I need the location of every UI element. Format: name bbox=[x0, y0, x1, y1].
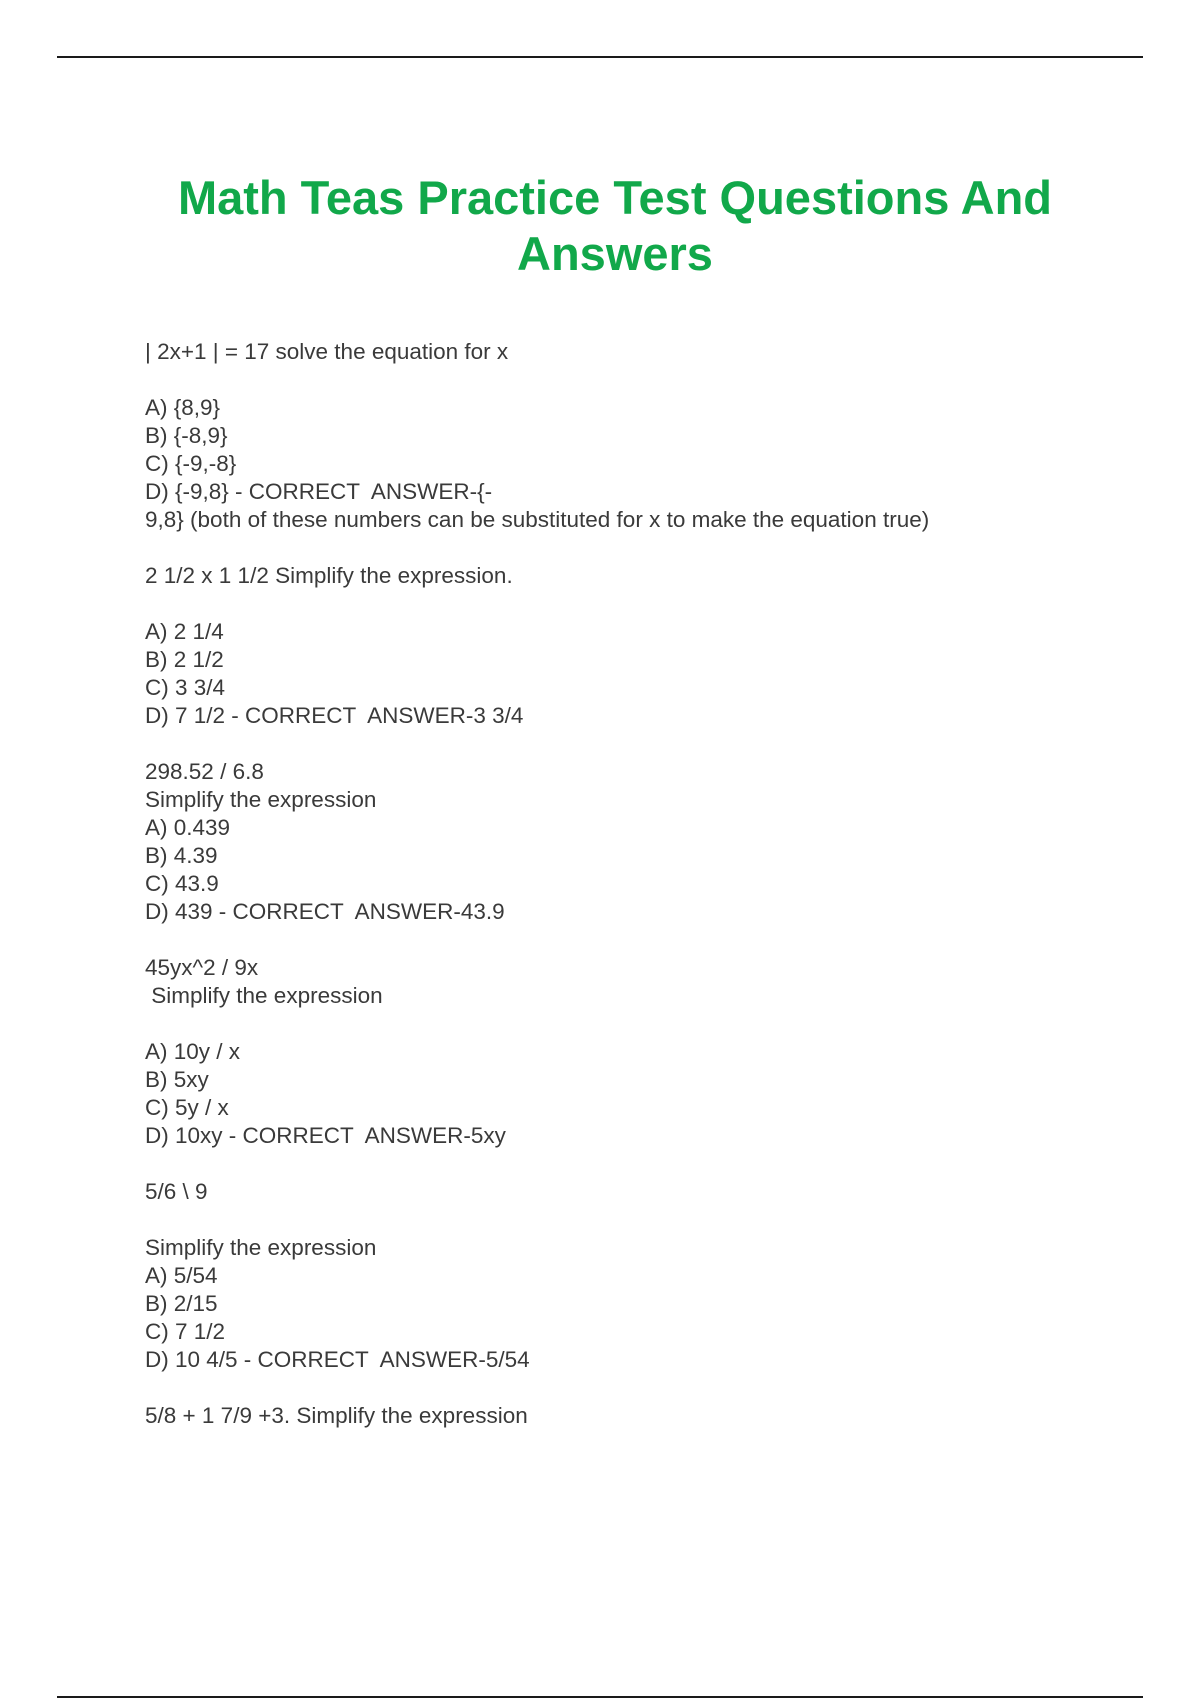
question-line: 5/6 \ 9 bbox=[145, 1179, 208, 1204]
question-line: | 2x+1 | = 17 solve the equation for x bbox=[145, 339, 509, 364]
answer-option: A) {8,9} bbox=[145, 395, 221, 420]
answer-option: C) 43.9 bbox=[145, 871, 219, 896]
answer-option: B) 2/15 bbox=[145, 1291, 218, 1316]
answer-option: A) 0.439 bbox=[145, 815, 231, 840]
document-body bbox=[145, 338, 1025, 1430]
answer-option: C) 5y / x bbox=[145, 1095, 229, 1120]
question-line: 45yx^2 / 9x bbox=[145, 955, 259, 980]
answer-option: C) 3 3/4 bbox=[145, 675, 226, 700]
page-title: Math Teas Practice Test Questions And Answers bbox=[177, 171, 1053, 280]
text-line: Simplify the expression bbox=[145, 787, 377, 812]
top-rule bbox=[57, 56, 1143, 58]
answer-option: B) 5xy bbox=[145, 1067, 209, 1092]
answer-option: A) 2 1/4 bbox=[145, 619, 224, 644]
text-line: Simplify the expression bbox=[145, 983, 383, 1008]
paragraph-gap bbox=[145, 1010, 1025, 1038]
answer-option: A) 5/54 bbox=[145, 1263, 218, 1288]
question-line: 9,8} (both of these numbers can be substituted for x to make the equation true) bbox=[145, 507, 930, 532]
answer-option: B) 4.39 bbox=[145, 843, 218, 868]
paragraph-gap bbox=[145, 1206, 1025, 1234]
paragraph-gap bbox=[145, 1374, 1025, 1402]
paragraph-gap bbox=[145, 366, 1025, 394]
answer-option: B) {-8,9} bbox=[145, 423, 228, 448]
answer-option: D) 10 4/5 - CORRECT ANSWER-5/54 bbox=[145, 1347, 530, 1372]
paragraph-gap bbox=[145, 590, 1025, 618]
answer-option: D) 439 - CORRECT ANSWER-43.9 bbox=[145, 899, 505, 924]
answer-option: C) 7 1/2 bbox=[145, 1319, 226, 1344]
question-line: 2 1/2 x 1 1/2 Simplify the expression. bbox=[145, 563, 513, 588]
paragraph-gap bbox=[145, 730, 1025, 758]
answer-option: A) 10y / x bbox=[145, 1039, 241, 1064]
bottom-rule bbox=[57, 1696, 1143, 1698]
answer-option: D) 10xy - CORRECT ANSWER-5xy bbox=[145, 1123, 506, 1148]
question-line: 5/8 + 1 7/9 +3. Simplify the expression bbox=[145, 1403, 528, 1428]
paragraph-gap bbox=[145, 1150, 1025, 1178]
text-line: Simplify the expression bbox=[145, 1235, 377, 1260]
answer-option: C) {-9,-8} bbox=[145, 451, 237, 476]
answer-option: D) 7 1/2 - CORRECT ANSWER-3 3/4 bbox=[145, 703, 524, 728]
paragraph-gap bbox=[145, 926, 1025, 954]
answer-option: B) 2 1/2 bbox=[145, 647, 224, 672]
question-line: 298.52 / 6.8 bbox=[145, 759, 264, 784]
paragraph-gap bbox=[145, 534, 1025, 562]
answer-option: D) {-9,8} - CORRECT ANSWER-{- bbox=[145, 479, 493, 504]
